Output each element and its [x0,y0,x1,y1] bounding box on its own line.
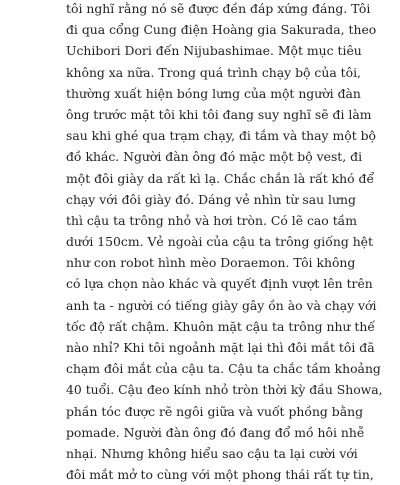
text-line: một đôi giày da rất kì lạ. Chắc chắn là rất khó để [66,170,375,186]
text-line: thì cậu ta trông nhỏ và hơi tròn. Có lẽ cao tầm [66,212,358,228]
text-line: Uchibori Dori đến Nijubashimae. Một mục tiêu [66,43,362,59]
text-line: pomade. Người đàn ông đó đang đổ mồ hôi nhễ [66,424,365,440]
text-line: đôi mắt mở to cùng với một phong thái rất tự tin, [66,467,374,483]
text-line: tôi nghĩ rằng nó sẽ được đền đáp xứng đáng. Tôi [66,1,371,16]
body-text [66,0,383,485]
text-line: như con robot hình mèo Doraemon. Tôi không [66,255,356,271]
text-line: đi qua cổng Cung điện Hoàng gia Sakurada, theo [66,22,377,38]
text-line: dưới 150cm. Vẻ ngoài của cậu ta trông giống hệt [66,234,373,250]
text-line: chạm đôi mắt của cậu ta. Cậu ta chắc tầm khoảng [66,361,381,377]
text-line: chạy với đôi giày đó. Dáng vẻ nhìn từ sau lưng [66,191,356,207]
text-line: nhại. Nhưng không hiểu sao cậu ta lại cười với [66,445,358,461]
text-line: nào nhỉ? Khi tôi ngoảnh mặt lại thì đôi mắt tôi đã [66,340,375,355]
text-line: phần tóc được rẽ ngôi giữa và vuốt phồng bằng [66,403,364,419]
text-line: anh ta - người có tiếng giày gây ồn ào và chạy với [66,297,377,313]
text-line: 40 tuổi. Cậu đeo kính nhỏ tròn thời kỳ đầu Showa, [66,382,383,398]
text-line: có lựa chọn nào khác và quyết định vượt lên trên [66,276,373,292]
text-line: thường xuất hiện bóng lưng của một người đàn [66,85,361,101]
text-line: tốc độ rất chậm. Khuôn mặt cậu ta trông như thế [66,318,376,334]
text-line: sau khi ghé qua trạm chạy, đi tắm và thay một bộ [66,128,377,144]
text-line: không xa nữa. Trong quá trình chạy bộ của tôi, [66,64,361,80]
text-line: đồ khác. Người đàn ông đó mặc một bộ vest, đi [66,149,363,165]
text-line: ông trước mặt tôi khi tôi đang suy nghĩ sẽ đi làm [66,106,372,122]
